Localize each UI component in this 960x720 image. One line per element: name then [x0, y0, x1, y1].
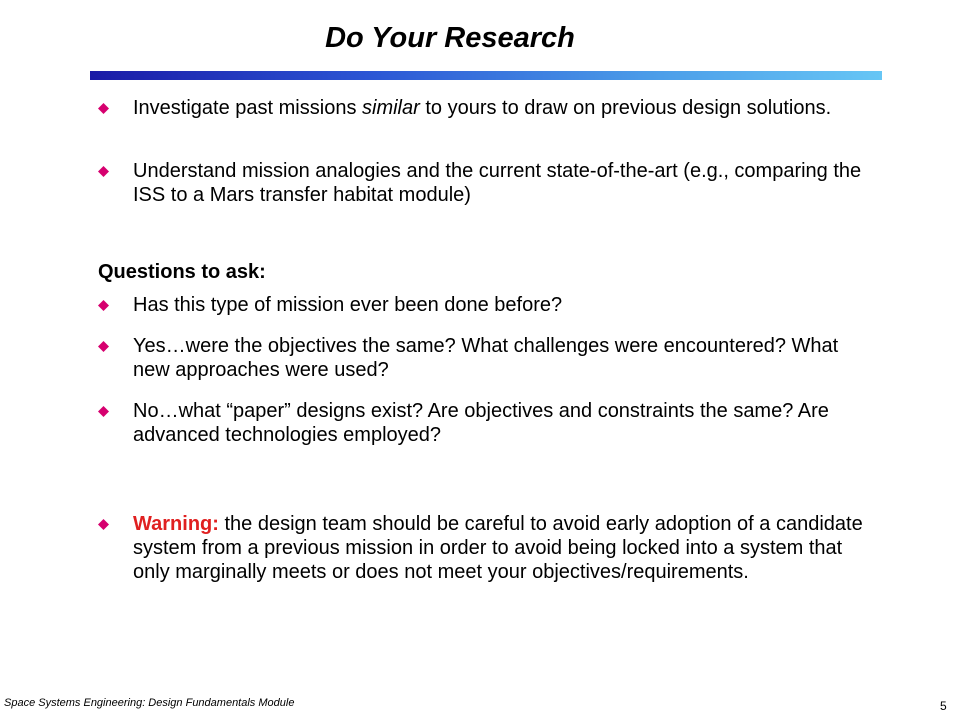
warning-item [98, 512, 868, 584]
slide-title: Do Your Research [325, 22, 575, 54]
diamond-bullet-icon [98, 406, 109, 417]
bullet-item-research [98, 96, 868, 120]
questions-heading: Questions to ask: [98, 261, 266, 283]
question-text: Yes…were the objectives the same? What challenges were encountered? What new approaches were used? [133, 335, 839, 381]
question-item [98, 334, 868, 382]
page-number: 5 [940, 699, 947, 713]
bullet-text-part: Investigate past missions [133, 97, 362, 119]
diamond-bullet-icon [98, 519, 109, 530]
bullet-text: Understand mission analogies and the current state-of-the-art (e.g., comparing the ISS to a Mars transfer habitat module) [133, 160, 862, 206]
footer-module-title: Space Systems Engineering: Design Fundamentals Module [4, 697, 295, 709]
question-item [98, 293, 868, 317]
question-text: Has this type of mission ever been done before? [133, 294, 563, 316]
question-text: No…what “paper” designs exist? Are objectives and constraints the same? Are advanced technologies employed? [133, 400, 829, 446]
diamond-bullet-icon [98, 341, 109, 352]
warning-label: Warning: [133, 513, 219, 535]
warning-text [133, 512, 868, 584]
warning-body: the design team should be careful to avoid early adoption of a candidate system from a previous mission in order to avoid being locked into a system that only marginally meets or does not meet your objectives/requirements. [133, 513, 863, 583]
bullet-text [133, 96, 868, 120]
diamond-bullet-icon [98, 166, 109, 177]
bullet-text-emphasis: similar [362, 97, 420, 119]
bullet-text-part: to yours to draw on previous design solutions. [419, 97, 832, 119]
question-item [98, 399, 868, 447]
diamond-bullet-icon [98, 300, 109, 311]
title-underline-bar [90, 71, 882, 80]
diamond-bullet-icon [98, 103, 109, 114]
bullet-item-analogies [98, 159, 868, 207]
